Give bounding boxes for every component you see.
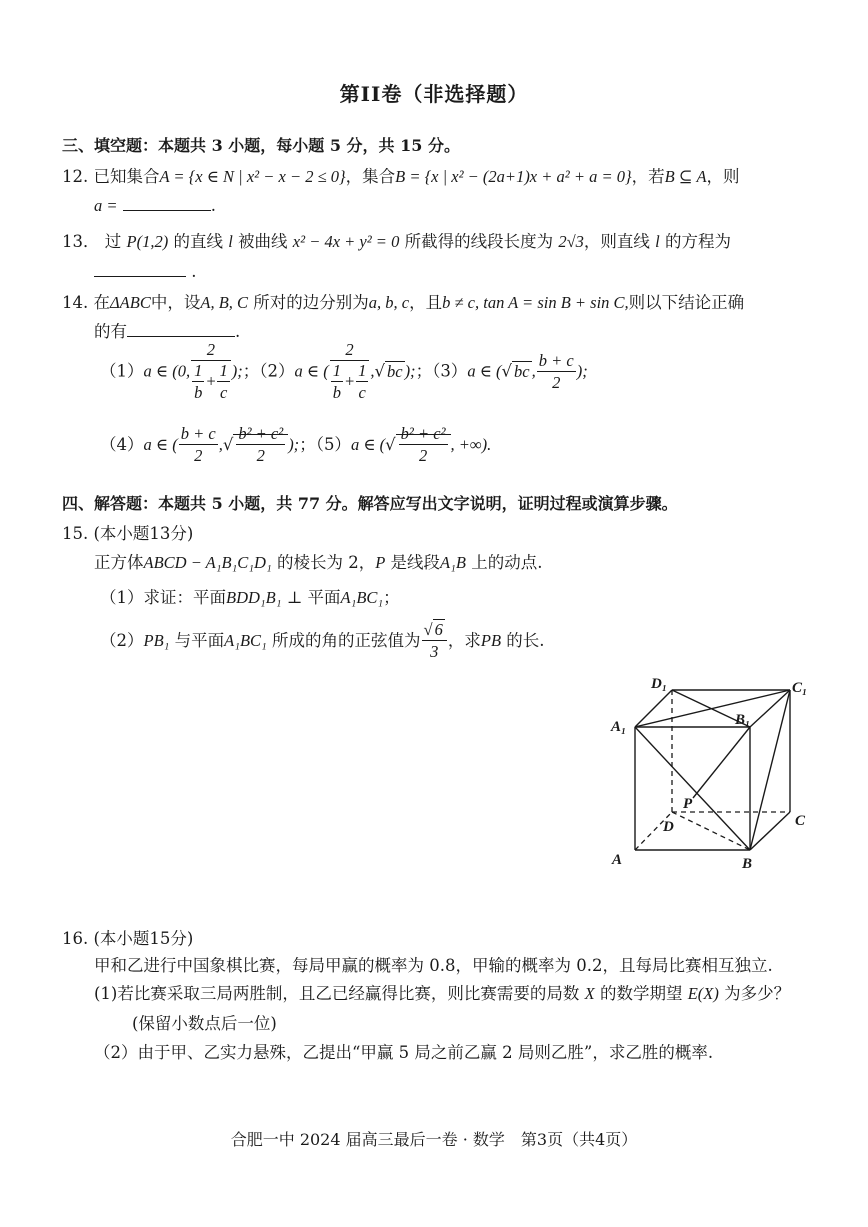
question-15-part2: （2）PB₁ 与平面A₁BC₁ 所成的角的正弦值为 $\frac{√ 6}{3}$ ，求PB 的长.: [100, 620, 545, 661]
section-fill-blank-heading: 三、填空题：本题共 3 小题，每小题 5 分，共 15 分。: [62, 136, 460, 155]
fraction: $\frac{b + c}{2}$: [180, 424, 216, 465]
label-C: C: [795, 813, 806, 829]
section-solution-heading: 四、解答题：本题共 5 小题，共 77 分。解答应写出文字说明，证明过程或演算步骤。: [62, 494, 678, 513]
label-B: B: [742, 856, 753, 872]
question-12-line1: 12. 已知集合A = {x ∈ N | x² − x − 2 ≤ 0}，集合B = {x | x² − (2a+1)x + a² + a = 0}，若B ⊆ A，则: [62, 167, 740, 186]
question-13-line2: .: [94, 262, 197, 281]
fraction: 2 $\frac{1}{b}$ + $\frac{1}{c}$: [191, 340, 231, 404]
set-a: A = {x ∈ N | x² − x − 2 ≤ 0}: [159, 167, 346, 186]
question-15-header: 15. (本小题13分): [62, 524, 194, 543]
question-14-line2: 的有 .: [94, 322, 241, 341]
segment-C1B: [750, 690, 790, 850]
question-14-line1: 14. 在ΔABC中，设A, B, C 所对的边分别为a, b, c，且b ≠ c, tan A = sin B + sin C,则以下结论正确: [62, 293, 745, 312]
question-16-part1: (1)若比赛采取三局两胜制，且乙已经赢得比赛，则比赛需要的局数 X 的数学期望 E(X) 为多少？: [94, 984, 791, 1003]
answer-blank[interactable]: [94, 262, 186, 277]
question-number: 15.: [62, 524, 89, 543]
label-P: P: [683, 796, 693, 812]
page-footer: 合肥一中 2024 届高三最后一卷 · 数学 第3页（共4页）: [230, 1130, 638, 1149]
edge-BC: [750, 812, 790, 850]
label-D: D: [663, 819, 674, 835]
edge-A1D1: [635, 690, 672, 727]
label-D1: D₁: [651, 676, 668, 692]
fraction: $\frac{b + c}{2}$: [538, 350, 574, 392]
label-B1: B₁: [735, 712, 751, 728]
question-16-stem: 甲和乙进行中国象棋比赛，每局甲赢的概率为 0.8，甲输的概率为 0.2，且每局比赛相互独立.: [94, 956, 773, 975]
question-number: 14.: [62, 293, 89, 312]
question-12-line2: a = .: [94, 196, 217, 215]
answer-blank[interactable]: [123, 196, 211, 211]
edge-B1C1: [750, 690, 790, 727]
label-A1: A₁: [611, 719, 627, 735]
fraction: $\frac{\text{b² + c²}}{2}$: [400, 424, 446, 465]
fraction: $\frac{\text{b² + c²}}{2}$: [238, 424, 284, 465]
set-b: B = {x | x² − (2a+1)x + a² + a = 0}: [395, 167, 632, 186]
label-A: A: [612, 852, 623, 868]
question-16-part2: （2）由于甲、乙实力悬殊，乙提出“甲赢 5 局之前乙赢 2 局则乙胜”，求乙胜的概率.: [94, 1043, 714, 1062]
question-14-options-row2: （4）a ∈ ( $\frac{b + c}{2}$ ,√ $\frac{\text{b² + c²}}{2}$ );；（5）a ∈ (√ $\frac{\text{b² + c²}}{2}$ , +∞).: [100, 424, 492, 465]
fraction: 2 $\frac{1}{b}$ + $\frac{1}{c}$: [330, 340, 370, 404]
fraction: $\frac{√ 6}{3}$: [422, 620, 447, 663]
segment-A1B: [635, 727, 750, 850]
hidden-segment-DB: [672, 812, 750, 850]
question-number: 16.: [62, 929, 89, 948]
question-number: 13．: [62, 232, 100, 251]
cube-figure: [600, 668, 816, 874]
question-16-header: 16. (本小题15分): [62, 929, 194, 948]
label-C1: C₁: [792, 680, 808, 696]
question-number: 12.: [62, 167, 89, 186]
answer-blank[interactable]: [127, 322, 235, 337]
segment-PB1: [693, 727, 750, 798]
question-13-line1: 13． 过 P(1,2) 的直线 l 被曲线 x² − 4x + y² = 0 所截得的线段长度为 2√3，则直线 l 的方程为: [62, 232, 731, 251]
question-15-part1: （1）求证：平面BDD₁B₁ ⊥ 平面A₁BC₁；: [100, 588, 400, 607]
question-16-part1-note: (保留小数点后一位): [132, 1014, 277, 1033]
question-14-options-row1: （1）a ∈ (0, 2 $\frac{1}{b}$ + $\frac{1}{c}$ );；（2）a ∈ ( 2 $\frac{1}{b}$ + $\frac{1}{c}$ ,√ bc );；（3）a ∈ (√ bc , $\frac{b + c}{2}$ );: [100, 340, 588, 402]
page-title: 第II卷（非选择题）: [339, 82, 529, 106]
question-15-stem: 正方体ABCD − A₁B₁C₁D₁ 的棱长为 2，P 是线段A₁B 上的动点.: [94, 553, 543, 572]
